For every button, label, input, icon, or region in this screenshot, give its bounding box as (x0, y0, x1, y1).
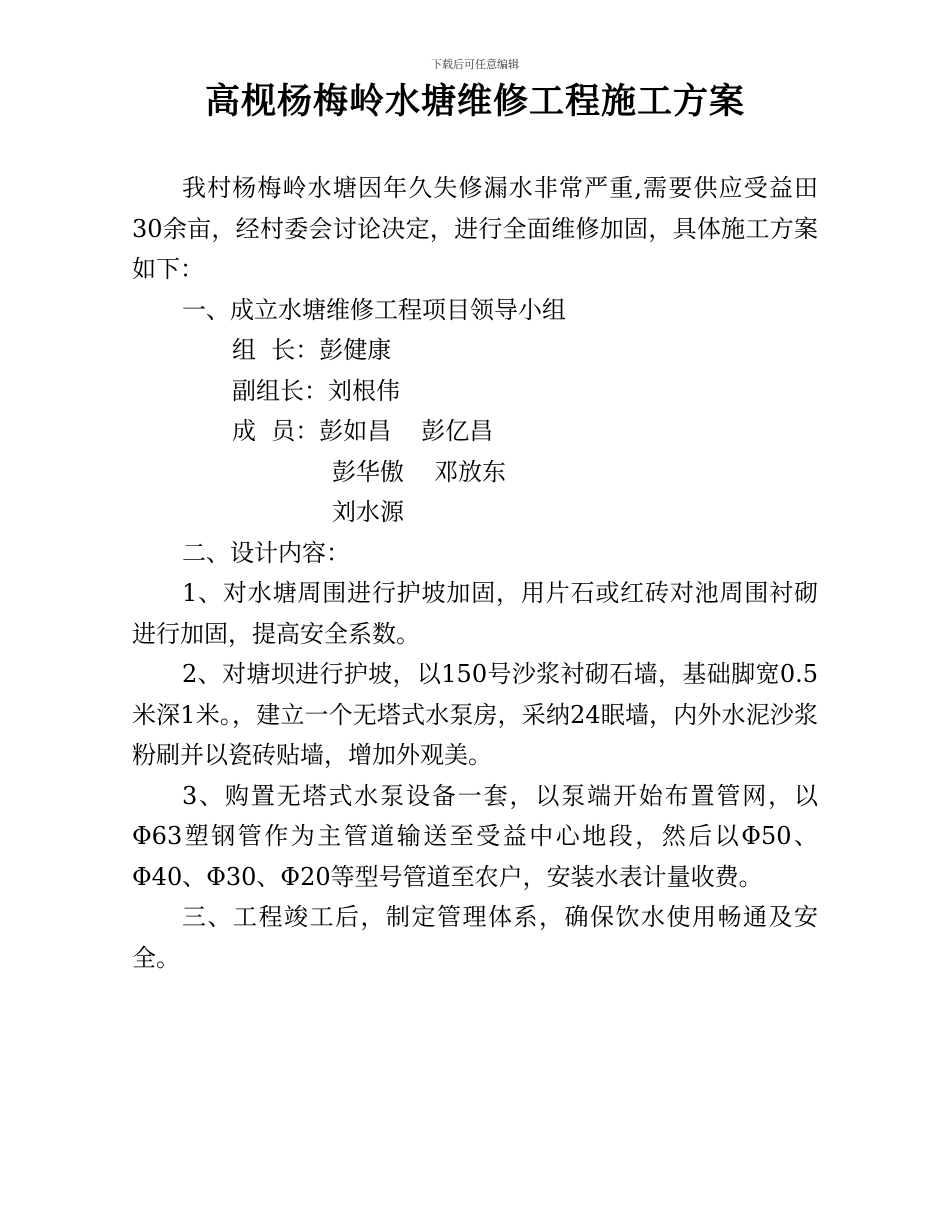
design-item-2: 2、对塘坝进行护坡，以150号沙浆衬砌石墙，基础脚宽0.5米深1米。，建立一个无塔式水泵房，采纳24眠墙，内外水泥沙浆粉刷并以瓷砖贴墙，增加外观美。 (132, 660, 818, 769)
document-body (132, 168, 818, 978)
leader-line: 组 长：彭健康 (232, 336, 392, 364)
member-name: 彭华傲 (332, 457, 404, 486)
deputy-line: 副组长：刘根伟 (232, 376, 400, 405)
member-name: 彭亿昌 (421, 417, 494, 445)
member-name: 彭如昌 (319, 417, 392, 445)
design-item-1: 1、对水塘周围进行护坡加固，用片石或红砖对池周围衬砌进行加固，提高安全系数。 (132, 579, 818, 648)
member-name: 邓放东 (434, 457, 506, 486)
members-line-2 (132, 452, 818, 493)
intro-paragraph: 我村杨梅岭水塘因年久失修漏水非常严重,需要供应受益田30余亩，经村委会讨论决定，进行全面维修加固，具体施工方案如下： (132, 174, 818, 283)
section1-heading: 一、成立水塘维修工程项目领导小组 (182, 295, 566, 324)
members-line-1 (132, 411, 818, 452)
members-line-3 (132, 492, 818, 533)
member-name: 刘水源 (332, 498, 404, 526)
header-note: 下载后可任意编辑 (431, 58, 519, 71)
section2-heading: 二、设计内容： (182, 538, 350, 567)
section3-paragraph: 三、工程竣工后，制定管理体系，确保饮水使用畅通及安全。 (132, 903, 818, 972)
design-item-3: 3、购置无塔式水泵设备一套，以泵端开始布置管网，以Φ63塑钢管作为主管道输送至受益中心地段，然后以Φ50、Φ40、Φ30、Φ20等型号管道至农户，安装水表计量收费。 (132, 781, 818, 891)
document-title: 高枧杨梅岭水塘维修工程施工方案 (204, 82, 745, 122)
members-label: 成 员： (232, 417, 320, 445)
